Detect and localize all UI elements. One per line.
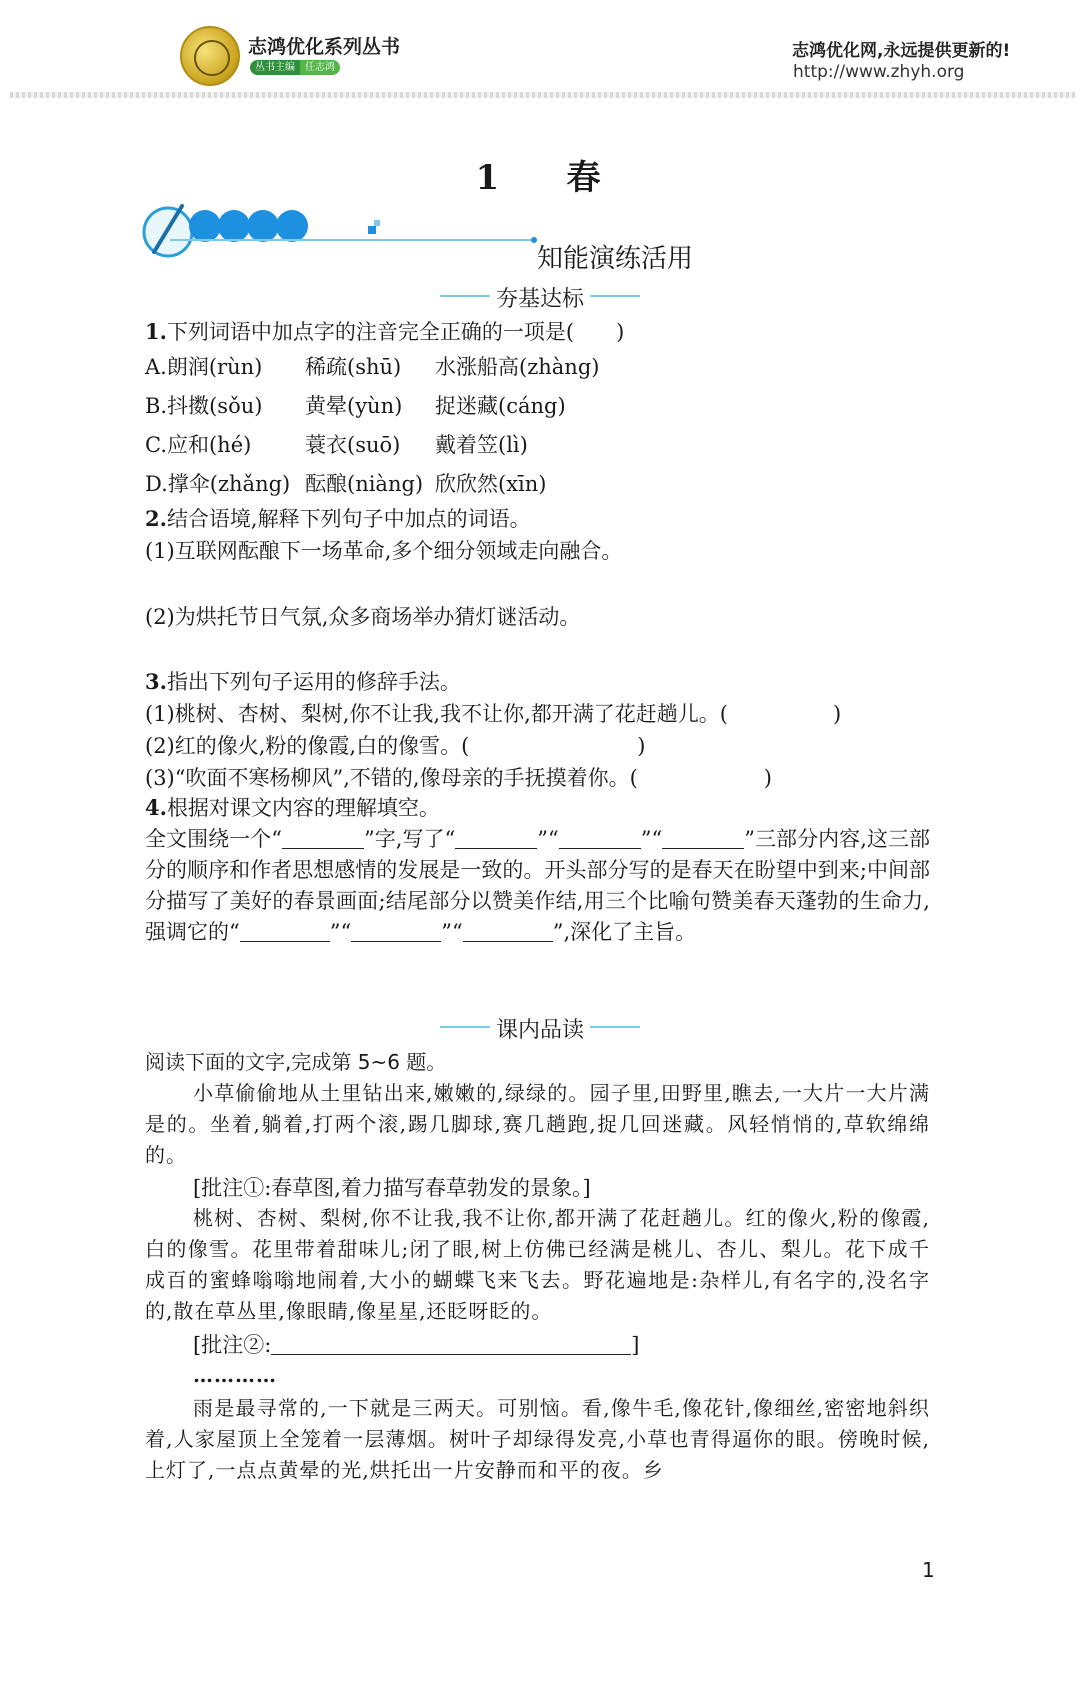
blank-4[interactable]: [662, 826, 744, 849]
header-divider: [10, 92, 1075, 98]
annotation-2-blank[interactable]: [271, 1332, 631, 1355]
reading-paragraph-1: 小草偷偷地从土里钻出来,嫩嫩的,绿绿的。园子里,田野里,瞧去,一大片一大片满是的。坐着,躺着,打两个滚,踢几脚球,赛几趟跑,捉几回迷藏。风轻悄悄的,草软绵绵的。: [145, 1081, 930, 1167]
reading-paragraph-3: 雨是最寻常的,一下就是三两天。可别恼。看,像牛毛,像花针,像细丝,密密地斜织着,人家屋顶上全笼着一层薄烟。树叶子却绿得发亮,小草也青得逼你的眼。傍晚时候,上灯了,一点点黄晕的光,烘托出一片安静而和平的夜。乡: [145, 1396, 930, 1482]
editor-badge: [250, 60, 340, 75]
question-4-stem: 4.根据对课文内容的理解填空。: [145, 795, 440, 820]
editor-name: 任志鸿: [300, 60, 340, 75]
question-4-fill-paragraph: 全文围绕一个“ ”字,写了“ ”“ ”“ ”三部分内容,这三部分的顺序和作者思想感情的发展是一致的。开头部分写的是春天在盼望中到来;中间部分描写了美好的春景画面;结尾部分以赞美作结,用三个比喻句赞美春天蓬勃的生命力,强调它的“ ”“ ”“ ”,深化了主旨。: [145, 827, 930, 944]
blank-5[interactable]: [240, 919, 330, 942]
blank-3[interactable]: [559, 826, 641, 849]
editor-label: 丛书主编: [250, 60, 300, 75]
publisher-seal-logo: [180, 26, 240, 86]
reading-paragraph-2: 桃树、杏树、梨树,你不让我,我不让你,都开满了花赶趟儿。红的像火,粉的像霞,白的像雪。花里带着甜味儿;闭了眼,树上仿佛已经满是桃儿、杏儿、梨儿。花下成千成百的蜜蜂嗡嗡地闹着,大小的蝴蝶飞来飞去。野花遍地是:杂样儿,有名字的,没名字的,散在草丛里,像眼睛,像星星,还眨呀眨的。: [145, 1206, 930, 1323]
blank-6[interactable]: [351, 919, 441, 942]
annotation-1: [批注①:春草图,着力描写春草勃发的景象。]: [193, 1176, 591, 1200]
question-2-sentence-1: (1)互联网酝酿下一场革命,多个细分领域走向融合。: [145, 539, 623, 563]
lesson-number: 1: [475, 158, 504, 198]
annotation-2: [批注②: ]: [193, 1333, 640, 1357]
page-number: 1: [922, 1558, 935, 1582]
header-slogan: 志鸿优化网,永远提供更新的!: [792, 41, 1011, 61]
blank-1[interactable]: [282, 826, 364, 849]
question-3-stem: 3.指出下列句子运用的修辞手法。: [145, 669, 461, 694]
question-2-stem: 2.结合语境,解释下列句子中加点的词语。: [145, 506, 531, 531]
question-3-sentence-1: (1)桃树、杏树、梨树,你不让我,我不让你,都开满了花赶趟儿。( ): [145, 702, 842, 726]
blank-7[interactable]: [463, 919, 553, 942]
reading-intro: 阅读下面的文字,完成第 5~6 题。: [145, 1050, 447, 1074]
lesson-title: [0, 150, 1080, 199]
page-header: [0, 0, 1080, 100]
lesson-name: 春: [566, 158, 605, 198]
header-url[interactable]: http://www.zhyh.org: [793, 62, 965, 82]
question-1-stem: 1.下列词语中加点字的注音完全正确的一项是( ): [145, 319, 625, 344]
series-brand: 志鸿优化系列丛书: [248, 36, 401, 58]
section-heading-basic: 夯基达标: [440, 282, 640, 313]
section-heading-reading: 课内品读: [440, 1013, 640, 1044]
banner-label: 知能演练活用: [537, 244, 694, 274]
omission-dots: …………: [193, 1363, 277, 1387]
question-3-sentence-2: (2)红的像火,粉的像霞,白的像雪。( ): [145, 734, 646, 758]
question-3-sentence-3: (3)“吹面不寒杨柳风”,不错的,像母亲的手抚摸着你。( ): [145, 766, 772, 790]
blank-2[interactable]: [455, 826, 537, 849]
question-2-sentence-2: (2)为烘托节日气氛,众多商场举办猜灯谜活动。: [145, 605, 581, 629]
